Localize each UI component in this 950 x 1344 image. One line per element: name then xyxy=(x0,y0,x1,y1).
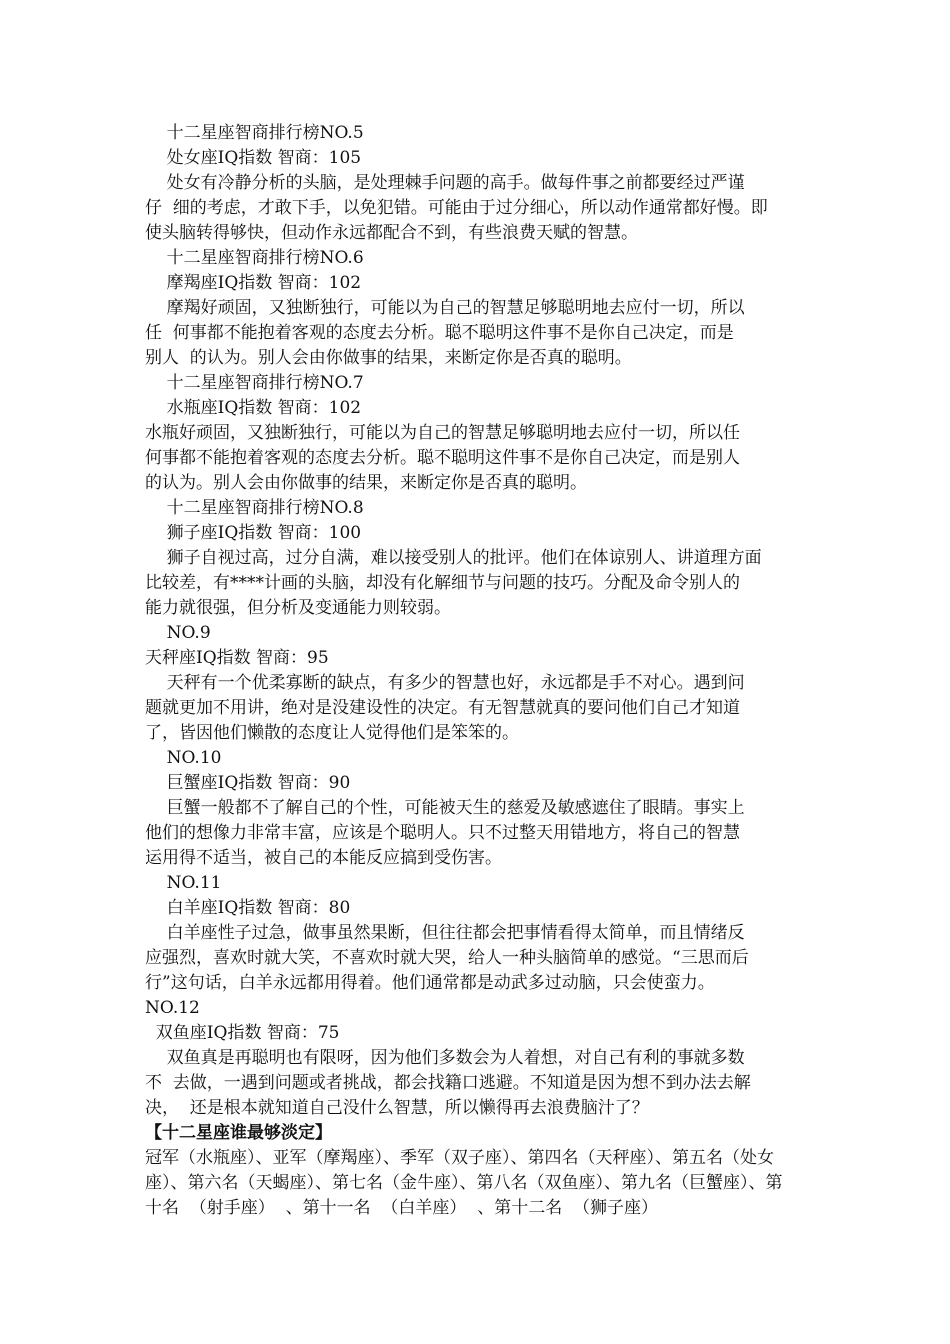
text-line: 运用得不适当，被自己的本能反应搞到受伤害。 xyxy=(145,848,502,868)
ranking-line: 座）、第六名（天蝎座）、第七名（金牛座）、第八名（双鱼座）、第九名（巨蟹座）、第 xyxy=(145,1173,783,1193)
text-line: 双鱼真是再聪明也有限呀，因为他们多数会为人着想，对自己有利的事就多数 xyxy=(145,1048,745,1068)
text-line: 水瓶好顽固，又独断独行，可能以为自己的智慧足够聪明地去应付一切，所以任 xyxy=(145,423,740,443)
text-line: 的认为。别人会由你做事的结果，来断定你是否真的聪明。 xyxy=(145,473,587,493)
text-line: 比较差，有****计画的头脑，却没有化解细节与问题的技巧。分配及命令别人的 xyxy=(145,573,740,593)
text-line: 使头脑转得够快，但动作永远都配合不到，有些浪费天赋的智慧。 xyxy=(145,223,638,243)
section-heading: 【十二星座谁最够淡定】 xyxy=(145,1123,332,1143)
text-line: 狮子座IQ指数 智商：100 xyxy=(145,523,362,543)
text-line: NO.12 xyxy=(145,998,200,1018)
text-line: 处女有冷静分析的头脑，是处理棘手问题的高手。做每件事之前都要经过严谨 xyxy=(145,173,745,193)
text-line: 任 何事都不能抱着客观的态度去分析。聪不聪明这件事不是你自己决定，而是 xyxy=(145,323,734,343)
text-line: 狮子自视过高，过分自满，难以接受别人的批评。他们在体谅别人、讲道理方面 xyxy=(145,548,762,568)
text-line: 天秤座IQ指数 智商：95 xyxy=(145,648,329,668)
text-line: 题就更加不用讲，绝对是没建设性的决定。有无智慧就真的要问他们自己才知道 xyxy=(145,698,740,718)
document-page xyxy=(145,121,815,1221)
text-line: 十二星座智商排行榜NO.5 xyxy=(145,123,364,143)
text-line: 天秤有一个优柔寡断的缺点，有多少的智慧也好，永远都是手不对心。遇到问 xyxy=(145,673,745,693)
text-line: 别人 的认为。别人会由你做事的结果，来断定你是否真的聪明。 xyxy=(145,348,632,368)
text-line: 处女座IQ指数 智商：105 xyxy=(145,148,362,168)
text-line: 白羊座性子过急，做事虽然果断，但往往都会把事情看得太简单，而且情绪反 xyxy=(145,923,745,943)
text-line: 巨蟹座IQ指数 智商：90 xyxy=(145,773,351,793)
text-line: 仔 细的考虑，才敢下手，以免犯错。可能由于过分细心，所以动作通常都好慢。即 xyxy=(145,198,768,218)
text-line: 巨蟹一般都不了解自己的个性，可能被天生的慈爱及敏感遮住了眼睛。事实上 xyxy=(145,798,745,818)
text-line: 十二星座智商排行榜NO.8 xyxy=(145,498,364,518)
text-line: NO.9 xyxy=(145,623,211,643)
ranking-line: 冠军（水瓶座）、亚军（摩羯座）、季军（双子座）、第四名（天秤座）、第五名（处女 xyxy=(145,1148,774,1168)
ranking-line: 十名 （射手座） 、第十一名 （白羊座） 、第十二名 （狮子座） xyxy=(145,1198,659,1218)
text-line: 不 去做，一遇到问题或者挑战，都会找籍口逃避。不知道是因为想不到办法去解 xyxy=(145,1073,751,1093)
text-line: 决， 还是根本就知道自己没什么智慧，所以懒得再去浪费脑汁了？ xyxy=(145,1098,649,1118)
text-line: NO.11 xyxy=(145,873,222,893)
text-line: 他们的想像力非常丰富，应该是个聪明人。只不过整天用错地方，将自己的智慧 xyxy=(145,823,740,843)
text-line: 应强烈，喜欢时就大笑，不喜欢时就大哭，给人一种头脑简单的感觉。“三思而后 xyxy=(145,948,749,968)
text-line: 摩羯座IQ指数 智商：102 xyxy=(145,273,362,293)
text-line: 了，皆因他们懒散的态度让人觉得他们是笨笨的。 xyxy=(145,723,519,743)
text-line: 双鱼座IQ指数 智商：75 xyxy=(145,1023,340,1043)
text-line: 何事都不能抱着客观的态度去分析。聪不聪明这件事不是你自己决定，而是别人 xyxy=(145,448,740,468)
text-line: 行”这句话，白羊永远都用得着。他们通常都是动武多过动脑，只会使蛮力。 xyxy=(145,973,715,993)
text-line: 十二星座智商排行榜NO.7 xyxy=(145,373,364,393)
text-line: NO.10 xyxy=(145,748,222,768)
text-line: 摩羯好顽固，又独断独行，可能以为自己的智慧足够聪明地去应付一切，所以 xyxy=(145,298,745,318)
text-line: 白羊座IQ指数 智商：80 xyxy=(145,898,351,918)
text-line: 水瓶座IQ指数 智商：102 xyxy=(145,398,362,418)
text-line: 十二星座智商排行榜NO.6 xyxy=(145,248,364,268)
text-line: 能力就很强，但分析及变通能力则较弱。 xyxy=(145,598,451,618)
